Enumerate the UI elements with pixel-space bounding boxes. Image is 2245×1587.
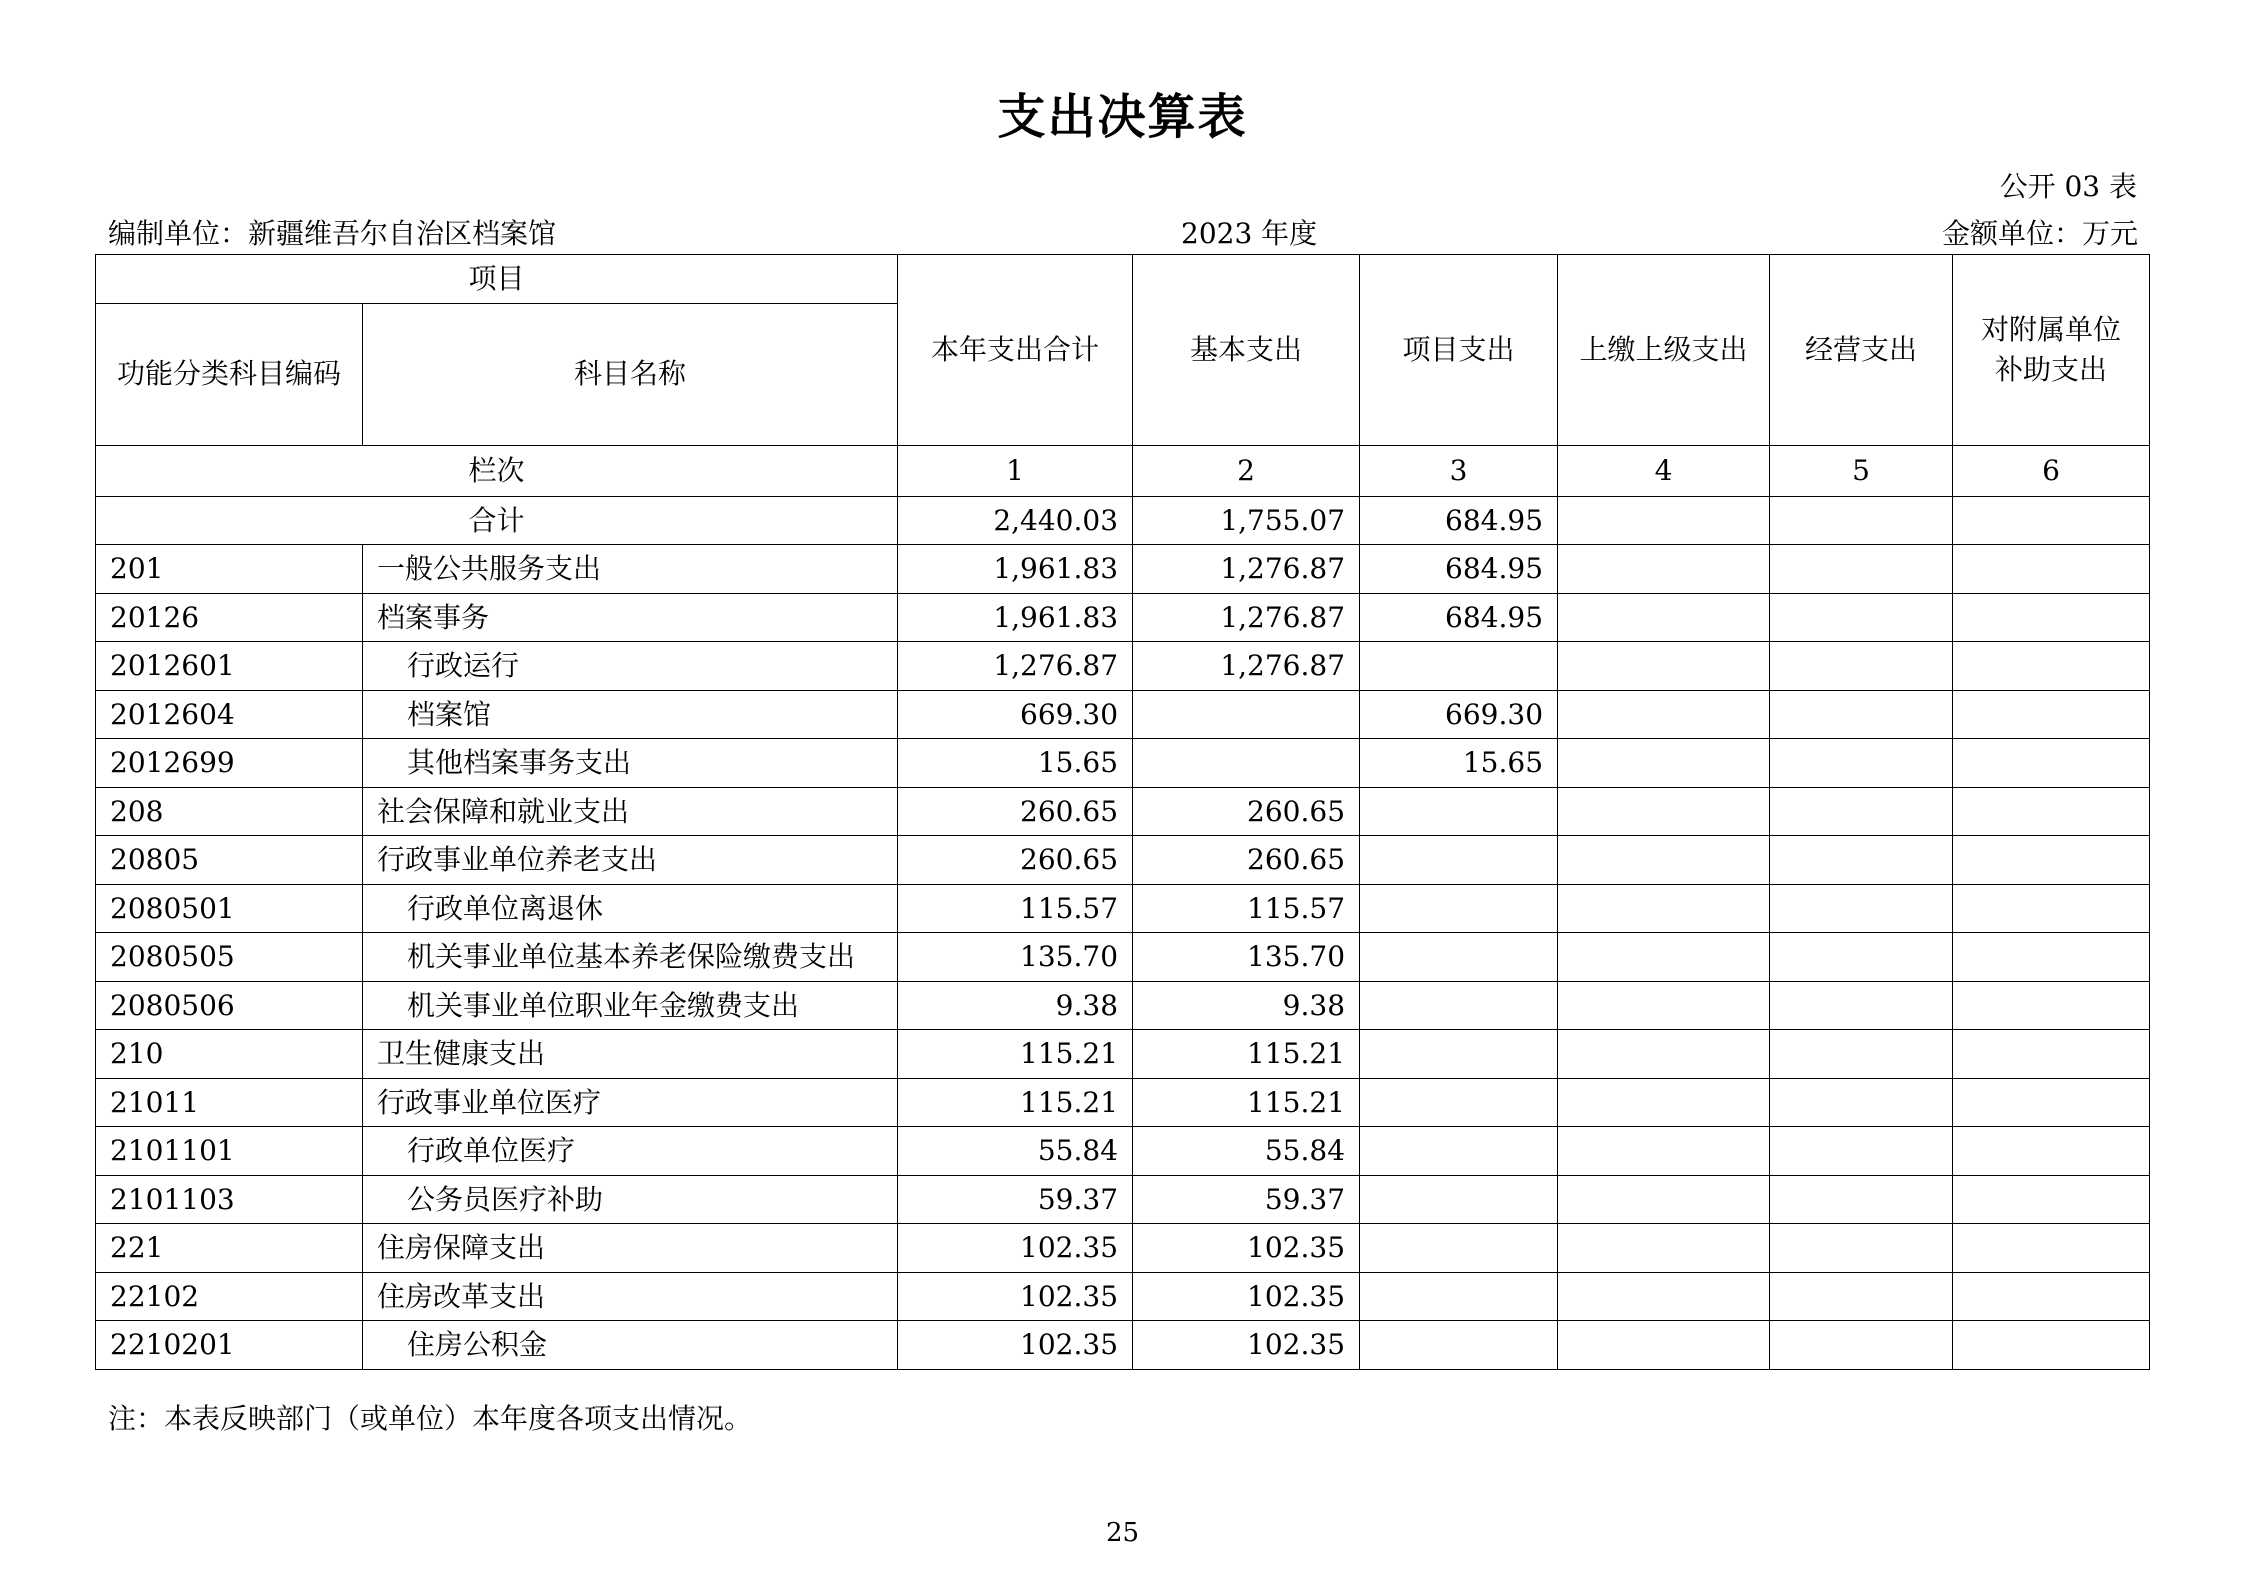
cell-basic: 102.35 <box>1133 1321 1360 1370</box>
cell-operating <box>1770 933 1953 982</box>
footnote: 注：本表反映部门（或单位）本年度各项支出情况。 <box>108 1402 753 1435</box>
cell-basic: 115.57 <box>1133 884 1360 933</box>
cell-upper <box>1558 836 1770 885</box>
cell-code: 2101103 <box>96 1175 363 1224</box>
table-row <box>96 836 2150 885</box>
cell-operating <box>1770 1078 1953 1127</box>
cell-operating <box>1770 1030 1953 1079</box>
cell-basic: 1,276.87 <box>1133 545 1360 594</box>
cell-name: 卫生健康支出 <box>363 1030 898 1079</box>
cell-project: 684.95 <box>1360 593 1558 642</box>
cell-basic: 59.37 <box>1133 1175 1360 1224</box>
cell-subsidy <box>1953 836 2150 885</box>
cell-project <box>1360 787 1558 836</box>
cell-basic: 135.70 <box>1133 933 1360 982</box>
cell-code: 22102 <box>96 1272 363 1321</box>
cell-code: 20805 <box>96 836 363 885</box>
cell-operating <box>1770 1321 1953 1370</box>
cell-subsidy <box>1953 884 2150 933</box>
cell-subsidy <box>1953 933 2150 982</box>
cell-subsidy <box>1953 1175 2150 1224</box>
column-index-row <box>96 445 2150 496</box>
cell-basic: 102.35 <box>1133 1272 1360 1321</box>
cell-subsidy <box>1953 1272 2150 1321</box>
cell-project <box>1360 1030 1558 1079</box>
cell-code: 2101101 <box>96 1127 363 1176</box>
compiling-unit: 编制单位：新疆维吾尔自治区档案馆 <box>108 217 557 250</box>
cell-code: 201 <box>96 545 363 594</box>
cell-project <box>1360 1127 1558 1176</box>
cell-subsidy <box>1953 690 2150 739</box>
table-row <box>96 690 2150 739</box>
sum-row <box>96 496 2150 545</box>
cell-project <box>1360 1175 1558 1224</box>
page-number: 25 <box>1105 1518 1140 1548</box>
fiscal-year: 2023 年度 <box>1181 217 1318 250</box>
table-row <box>96 884 2150 933</box>
cell-subsidy <box>1953 642 2150 691</box>
column-index-5: 5 <box>1770 445 1953 496</box>
table-row <box>96 1224 2150 1273</box>
header-subsidy-line1: 对附属单位 <box>1981 312 2122 346</box>
table-number: 公开 03 表 <box>1999 170 2137 203</box>
cell-project <box>1360 884 1558 933</box>
cell-name: 行政事业单位医疗 <box>363 1078 898 1127</box>
sum-operating <box>1770 496 1953 545</box>
cell-operating <box>1770 642 1953 691</box>
cell-basic: 55.84 <box>1133 1127 1360 1176</box>
table-row <box>96 739 2150 788</box>
cell-code: 2012699 <box>96 739 363 788</box>
cell-operating <box>1770 884 1953 933</box>
cell-upper <box>1558 1321 1770 1370</box>
cell-subsidy <box>1953 787 2150 836</box>
sum-subsidy <box>1953 496 2150 545</box>
cell-code: 2080501 <box>96 884 363 933</box>
cell-upper <box>1558 981 1770 1030</box>
cell-project: 15.65 <box>1360 739 1558 788</box>
cell-operating <box>1770 836 1953 885</box>
cell-operating <box>1770 1127 1953 1176</box>
table-row <box>96 593 2150 642</box>
table-row <box>96 1030 2150 1079</box>
cell-project <box>1360 642 1558 691</box>
header-row-1 <box>96 255 2150 304</box>
cell-operating <box>1770 1224 1953 1273</box>
header-operating: 经营支出 <box>1770 255 1953 446</box>
column-index-1: 1 <box>898 445 1133 496</box>
cell-operating <box>1770 593 1953 642</box>
sum-project: 684.95 <box>1360 496 1558 545</box>
cell-code: 221 <box>96 1224 363 1273</box>
cell-name: 行政单位离退休 <box>363 884 898 933</box>
cell-operating <box>1770 1272 1953 1321</box>
table-row <box>96 1078 2150 1127</box>
cell-upper <box>1558 1030 1770 1079</box>
cell-basic: 9.38 <box>1133 981 1360 1030</box>
cell-total: 102.35 <box>898 1224 1133 1273</box>
cell-basic <box>1133 690 1360 739</box>
table-row <box>96 1321 2150 1370</box>
cell-upper <box>1558 1272 1770 1321</box>
cell-name: 行政事业单位养老支出 <box>363 836 898 885</box>
cell-name: 机关事业单位基本养老保险缴费支出 <box>363 933 898 982</box>
cell-upper <box>1558 1078 1770 1127</box>
cell-name: 档案馆 <box>363 690 898 739</box>
cell-subsidy <box>1953 1078 2150 1127</box>
cell-project <box>1360 1078 1558 1127</box>
header-name: 科目名称 <box>363 303 898 445</box>
cell-name: 机关事业单位职业年金缴费支出 <box>363 981 898 1030</box>
cell-basic: 115.21 <box>1133 1030 1360 1079</box>
cell-total: 669.30 <box>898 690 1133 739</box>
cell-basic: 260.65 <box>1133 836 1360 885</box>
cell-total: 135.70 <box>898 933 1133 982</box>
table-row <box>96 1175 2150 1224</box>
sum-label: 合计 <box>96 496 898 545</box>
cell-upper <box>1558 1127 1770 1176</box>
cell-total: 55.84 <box>898 1127 1133 1176</box>
cell-basic <box>1133 739 1360 788</box>
cell-total: 102.35 <box>898 1272 1133 1321</box>
table-row <box>96 981 2150 1030</box>
table-row <box>96 1272 2150 1321</box>
cell-project <box>1360 1224 1558 1273</box>
cell-total: 15.65 <box>898 739 1133 788</box>
cell-subsidy <box>1953 593 2150 642</box>
table-row <box>96 1127 2150 1176</box>
cell-name: 其他档案事务支出 <box>363 739 898 788</box>
cell-subsidy <box>1953 739 2150 788</box>
header-subsidy <box>1953 255 2150 446</box>
meta-line <box>108 212 2138 252</box>
cell-upper <box>1558 690 1770 739</box>
cell-name: 社会保障和就业支出 <box>363 787 898 836</box>
cell-project <box>1360 933 1558 982</box>
cell-total: 1,961.83 <box>898 593 1133 642</box>
cell-operating <box>1770 690 1953 739</box>
sum-total: 2,440.03 <box>898 496 1133 545</box>
cell-name: 住房公积金 <box>363 1321 898 1370</box>
cell-name: 一般公共服务支出 <box>363 545 898 594</box>
cell-code: 2080506 <box>96 981 363 1030</box>
cell-operating <box>1770 787 1953 836</box>
cell-subsidy <box>1953 1030 2150 1079</box>
cell-operating <box>1770 981 1953 1030</box>
header-project-exp: 项目支出 <box>1360 255 1558 446</box>
cell-operating <box>1770 1175 1953 1224</box>
cell-operating <box>1770 545 1953 594</box>
cell-code: 2080505 <box>96 933 363 982</box>
cell-project <box>1360 981 1558 1030</box>
cell-total: 260.65 <box>898 787 1133 836</box>
header-code: 功能分类科目编码 <box>96 303 363 445</box>
cell-subsidy <box>1953 1321 2150 1370</box>
cell-upper <box>1558 593 1770 642</box>
cell-total: 115.21 <box>898 1030 1133 1079</box>
cell-operating <box>1770 739 1953 788</box>
cell-upper <box>1558 884 1770 933</box>
cell-total: 115.21 <box>898 1078 1133 1127</box>
header-upper: 上缴上级支出 <box>1558 255 1770 446</box>
cell-name: 住房改革支出 <box>363 1272 898 1321</box>
cell-project <box>1360 1321 1558 1370</box>
header-subsidy-line2: 补助支出 <box>1995 352 2108 386</box>
cell-subsidy <box>1953 981 2150 1030</box>
cell-total: 260.65 <box>898 836 1133 885</box>
column-index-label: 栏次 <box>96 445 898 496</box>
column-index-6: 6 <box>1953 445 2150 496</box>
column-index-4: 4 <box>1558 445 1770 496</box>
cell-name: 行政单位医疗 <box>363 1127 898 1176</box>
cell-code: 21011 <box>96 1078 363 1127</box>
cell-upper <box>1558 1175 1770 1224</box>
cell-basic: 260.65 <box>1133 787 1360 836</box>
cell-code: 2012601 <box>96 642 363 691</box>
cell-code: 2012604 <box>96 690 363 739</box>
cell-subsidy <box>1953 1224 2150 1273</box>
cell-total: 9.38 <box>898 981 1133 1030</box>
table-row <box>96 545 2150 594</box>
cell-total: 1,276.87 <box>898 642 1133 691</box>
cell-name: 档案事务 <box>363 593 898 642</box>
cell-name: 公务员医疗补助 <box>363 1175 898 1224</box>
table-row <box>96 787 2150 836</box>
cell-project <box>1360 836 1558 885</box>
cell-basic: 1,276.87 <box>1133 642 1360 691</box>
cell-subsidy <box>1953 545 2150 594</box>
cell-subsidy <box>1953 1127 2150 1176</box>
expenditure-table <box>95 254 2150 1370</box>
sum-basic: 1,755.07 <box>1133 496 1360 545</box>
cell-total: 1,961.83 <box>898 545 1133 594</box>
table-row <box>96 642 2150 691</box>
table-row <box>96 933 2150 982</box>
cell-code: 20126 <box>96 593 363 642</box>
cell-project: 669.30 <box>1360 690 1558 739</box>
cell-project: 684.95 <box>1360 545 1558 594</box>
cell-upper <box>1558 739 1770 788</box>
cell-upper <box>1558 933 1770 982</box>
cell-upper <box>1558 787 1770 836</box>
column-index-3: 3 <box>1360 445 1558 496</box>
header-project: 项目 <box>96 255 898 304</box>
header-total: 本年支出合计 <box>898 255 1133 446</box>
cell-basic: 115.21 <box>1133 1078 1360 1127</box>
cell-upper <box>1558 1224 1770 1273</box>
header-basic: 基本支出 <box>1133 255 1360 446</box>
cell-project <box>1360 1272 1558 1321</box>
cell-upper <box>1558 642 1770 691</box>
document-title: 支出决算表 <box>997 89 1248 145</box>
money-unit: 金额单位：万元 <box>1941 217 2138 250</box>
cell-code: 208 <box>96 787 363 836</box>
cell-name: 行政运行 <box>363 642 898 691</box>
column-index-2: 2 <box>1133 445 1360 496</box>
cell-basic: 1,276.87 <box>1133 593 1360 642</box>
cell-code: 2210201 <box>96 1321 363 1370</box>
sum-upper <box>1558 496 1770 545</box>
cell-upper <box>1558 545 1770 594</box>
cell-total: 59.37 <box>898 1175 1133 1224</box>
cell-name: 住房保障支出 <box>363 1224 898 1273</box>
cell-total: 115.57 <box>898 884 1133 933</box>
cell-basic: 102.35 <box>1133 1224 1360 1273</box>
cell-total: 102.35 <box>898 1321 1133 1370</box>
cell-code: 210 <box>96 1030 363 1079</box>
